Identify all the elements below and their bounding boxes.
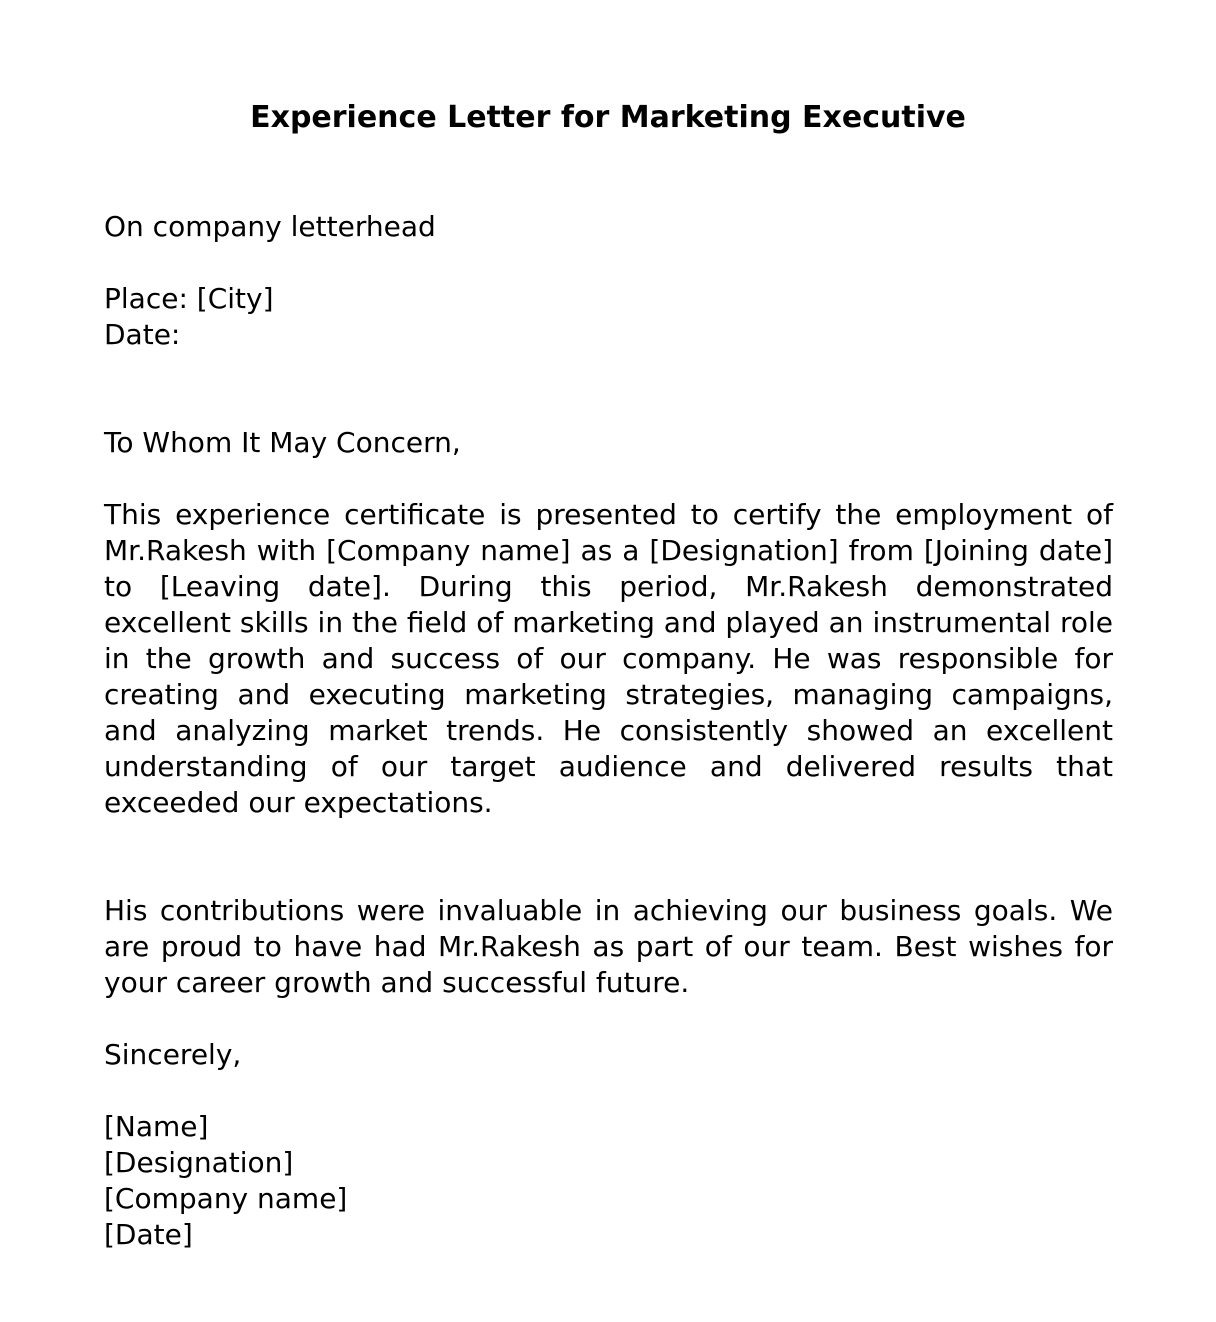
body-paragraph-2: His contributions were invaluable in achieving our business goals. We are proud to have had Mr.Rakesh as part of our team. Best wishes for your career growth and successful future. bbox=[104, 894, 1113, 999]
signature-company: [Company name] bbox=[104, 1182, 348, 1215]
signature-designation: [Designation] bbox=[104, 1146, 294, 1179]
body-paragraph-1: This experience certificate is presented to certify the employment of Mr.Rakesh with [Company name] as a [Designation] from [Joining date] to [Leaving date]. During this period, Mr.Rakesh demonstrated excellent skills in the field of marketing and played an instrumental role in the growth and success of our company. He was responsible for creating and executing marketing strategies, managing campaigns, and analyzing market trends. He consistently showed an excellent understanding of our target audience and delivered results that exceeded our expectations. bbox=[104, 498, 1113, 819]
place-line: Place: [City] bbox=[104, 282, 274, 315]
salutation: To Whom It May Concern, bbox=[104, 426, 461, 459]
signature-name: [Name] bbox=[104, 1110, 209, 1143]
letter-title: Experience Letter for Marketing Executive bbox=[250, 100, 966, 135]
closing: Sincerely, bbox=[104, 1038, 242, 1071]
letterhead-note: On company letterhead bbox=[104, 210, 436, 243]
signature-date: [Date] bbox=[104, 1218, 193, 1251]
date-line: Date: bbox=[104, 318, 181, 351]
